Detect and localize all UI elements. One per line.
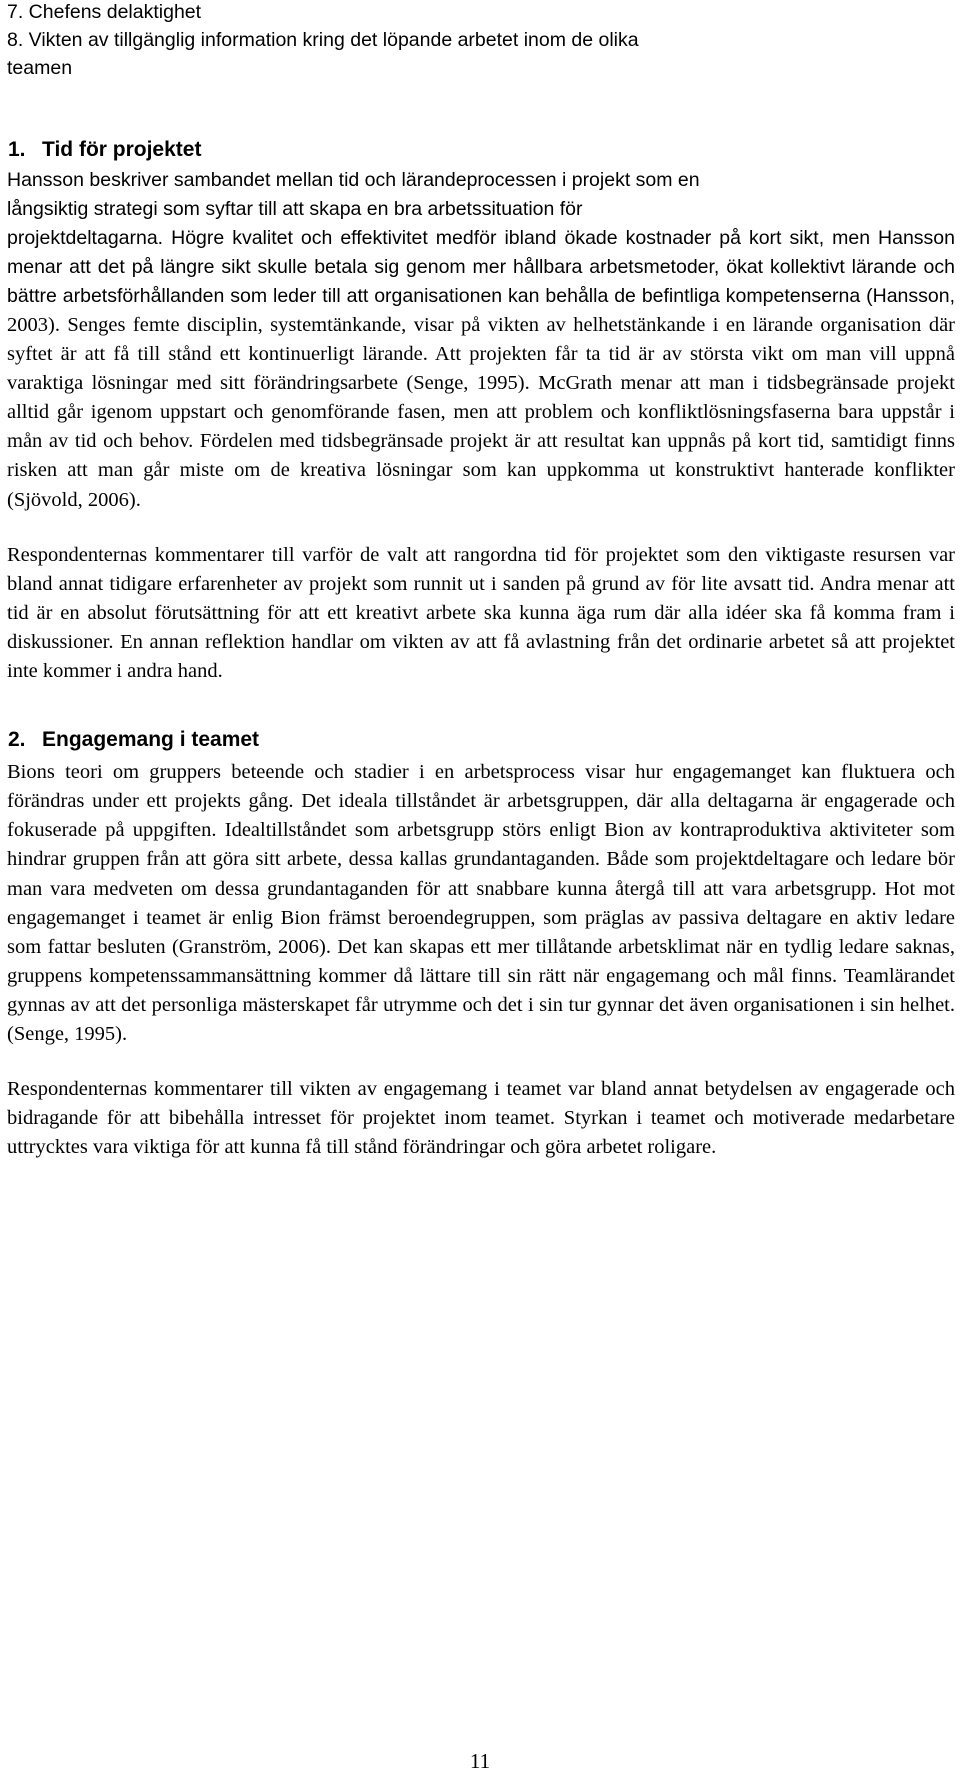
- paragraph-line: Hansson beskriver sambandet mellan tid och lärandeprocessen i projekt som en: [7, 169, 700, 191]
- section1-paragraph-2: Respondenternas kommentarer till varför de valt att rangordna tid för projektet som den viktigaste resursen var bland annat tidigare erfarenheter av projekt som runnit ut i sanden på grund av för lite avsatt tid. Andra menar att tid är en absolut förutsättning för att ett kreativt arbete ska kunna äga rum där alla idéer ska få komma fram i diskussioner. En annan reflektion handlar om vikten av att få avlastning från det ordinarie arbetet så att projektet inte kommer i andra hand.: [7, 543, 955, 683]
- section-heading-1: [8, 136, 955, 164]
- section-title: Tid för projektet: [42, 138, 202, 161]
- section-number: 1.: [8, 138, 26, 161]
- paragraph-fragment: projektdeltagarna.: [7, 227, 164, 249]
- paragraph-line: långsiktig strategi som syftar till att skapa en bra arbetssituation för: [7, 198, 583, 220]
- paragraph-text: 2003). Senges femte disciplin, systemtänkande, visar på vikten av helhetstänkande i en lärande organisation där syftet är att få till stånd ett kontinuerligt lärande. Att projekten får ta tid är av största vikt om man vill uppnå varaktiga lösningar med sitt förändringsarbete (Senge, 1995). McGrath menar att man i tidsbegränsade projekt alltid går igenom uppstart och genomförande fasen, men att problem och konfliktlösningsfaserna bara uppstår i mån av tid och behov. Fördelen med tidsbegränsade projekt är att resultat kan uppnås på kort tid, samtidigt finns risken att man går miste om de kreativa lösningar som kan uppkomma ut konstruktivt hanterade konflikter (Sjövold, 2006).: [7, 314, 955, 511]
- section1-paragraph-1: [7, 166, 955, 515]
- document-page: [7, 0, 955, 1162]
- paragraph-fragment: Högre kvalitet och effektivitet medför ibland ökade kostnader på kort sikt, men Hansson menar att det på längre sikt skulle betala sig genom mer hållbara arbetsmetoder, ökat kollektivt lärande och bättre arbetsförhållanden som leder till att organisationen kan behålla de befintliga kompetenserna (Hansson,: [7, 227, 955, 307]
- section-number: 2.: [8, 728, 26, 752]
- page-number: 11: [469, 1749, 491, 1773]
- numbered-list: [7, 0, 955, 82]
- paragraph-line-mixed: [7, 224, 955, 311]
- list-item: 7. Chefens delaktighet: [7, 1, 202, 23]
- section-heading-2: [8, 726, 955, 754]
- list-item: 8. Vikten av tillgänglig information kring det löpande arbetet inom de olika: [7, 29, 639, 51]
- list-item: teamen: [7, 57, 73, 79]
- section-title: Engagemang i teamet: [42, 728, 260, 752]
- section2-paragraph-1: Bions teori om gruppers beteende och stadier i en arbetsprocess visar hur engagemanget kan fluktuera och förändras under ett projekts gång. Det ideala tillståndet är arbetsgruppen, där alla deltagarna är engagerade och fokuserade på uppgiften. Idealtillståndet som arbetsgrupp störs enligt Bion av kontraproduktiva aktiviteter som hindrar gruppen från att göra sitt arbete, dessa kallas grundantaganden. Både som projektdeltagare och ledare bör man vara medveten om dessa grundantaganden för att snabbare kunna återgå till att vara arbetsgrupp. Hot mot engagemanget i teamet är enlig Bion främst beroendegruppen, som präglas av passiva deltagare en aktiv ledare som fattar besluten (Granström, 2006). Det kan skapas ett mer tillåtande arbetsklimat när en tydlig ledare saknas, gruppens kompetenssammansättning kommer då lättare till sin rätt när engagemang och mål finns. Teamlärandet gynnas av att det personliga mästerskapet får utrymme och det i sin tur gynnar det även organisationen i sin helhet. (Senge, 1995).: [7, 761, 955, 1045]
- section2-paragraph-2: Respondenternas kommentarer till vikten av engagemang i teamet var bland annat betydelsen av engagerade och bidragande för att bibehålla intresset för projektet inom teamet. Styrkan i teamet och motiverade medarbetare uttrycktes vara viktiga för att kunna få till stånd förändringar och göra arbetet roligare.: [7, 1078, 955, 1159]
